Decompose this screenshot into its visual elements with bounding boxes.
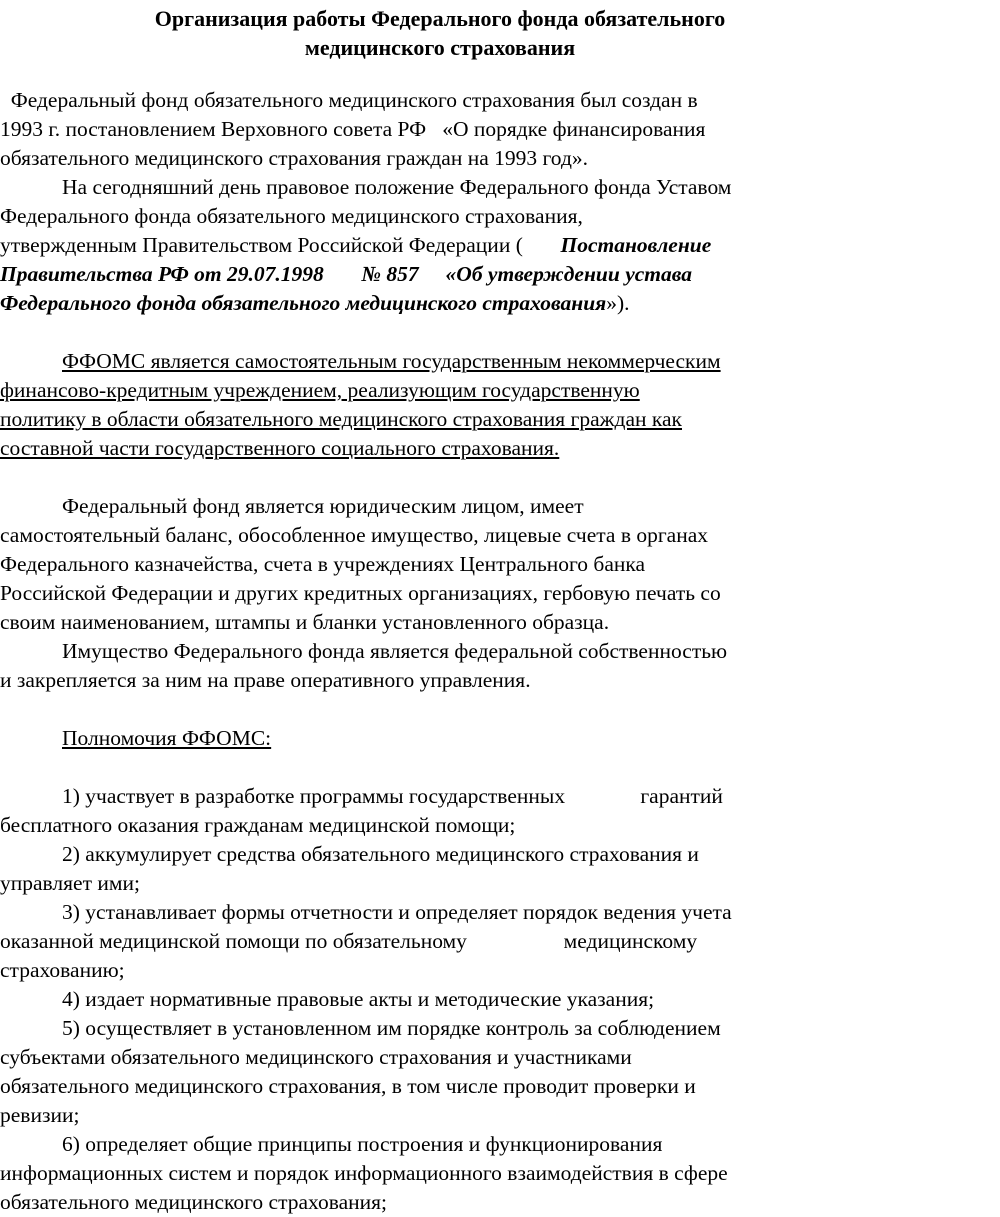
power-item-line: ревизии; <box>0 1103 80 1127</box>
power-item-line: 6) определяет общие принципы построения и функционирования <box>62 1132 663 1156</box>
title-line-2: медицинского страхования <box>304 35 576 60</box>
decree-reference: Постановление <box>560 233 712 257</box>
power-item-line: субъектами обязательного медицинского страхования и участниками <box>0 1045 632 1069</box>
intro-line <box>0 231 1000 260</box>
powers-heading: Полномочия ФФОМС: <box>62 726 272 750</box>
power-item-line: управляет ими; <box>0 871 140 895</box>
intro-line: обязательного медицинского страхования граждан на 1993 год». <box>0 146 589 170</box>
power-item <box>0 1130 1000 1217</box>
power-item <box>0 985 1000 1014</box>
legal-line: Федеральный фонд является юридическим лицом, имеет <box>62 494 584 518</box>
legal-line: самостоятельный баланс, обособленное имущество, лицевые счета в органах <box>0 523 709 547</box>
power-item-line: бесплатного оказания гражданам медицинской помощи; <box>0 813 516 837</box>
intro-paragraph <box>0 86 1000 318</box>
intro-line: Федерального фонда обязательного медицинского страхования, <box>0 204 583 228</box>
intro-line: Федеральный фонд обязательного медицинского страхования был создан в <box>0 88 698 112</box>
decree-reference: Правительства РФ от 29.07.1998 № 857 «Об утверждении устава <box>0 262 692 286</box>
power-item-line: информационных систем и порядок информационного взаимодействия в сфере <box>0 1161 728 1185</box>
status-line: финансово-кредитным учреждением, реализующим государственную <box>0 378 640 402</box>
power-item-line: обязательного медицинского страхования, в том числе проводит проверки и <box>0 1074 696 1098</box>
power-item-line: обязательного медицинского страхования; <box>0 1190 387 1214</box>
intro-line: На сегодняшний день правовое положение Федерального фонда Уставом <box>62 175 732 199</box>
power-item-line: страхованию; <box>0 958 125 982</box>
power-item-line: 4) издает нормативные правовые акты и методические указания; <box>62 987 655 1011</box>
status-line: ФФОМС является самостоятельным государственным некоммерческим <box>62 349 721 373</box>
paragraph-gap <box>0 463 1000 492</box>
document-body <box>0 86 1000 1217</box>
decree-reference: Федерального фонда обязательного медицинского страхования <box>0 291 607 315</box>
powers-heading-row <box>0 724 1000 753</box>
intro-text: »). <box>606 291 630 315</box>
powers-list <box>0 782 1000 1217</box>
power-item-line: 2) аккумулирует средства обязательного медицинского страхования и <box>62 842 699 866</box>
power-item <box>0 782 1000 840</box>
legal-line: своим наименованием, штампы и бланки установленного образца. <box>0 610 610 634</box>
power-item <box>0 1014 1000 1130</box>
legal-line: Федерального казначейства, счета в учреждениях Центрального банка <box>0 552 646 576</box>
intro-line: 1993 г. постановлением Верховного совета РФ «О порядке финансирования <box>0 117 706 141</box>
power-item-line: 1) участвует в разработке программы государственных гарантий <box>62 784 723 808</box>
paragraph-gap <box>0 318 1000 347</box>
status-paragraph <box>0 347 1000 463</box>
intro-line <box>0 289 1000 318</box>
status-line: составной части государственного социального страхования. <box>0 436 560 460</box>
document-title <box>0 4 880 62</box>
power-item-line: 3) устанавливает формы отчетности и определяет порядок ведения учета <box>62 900 732 924</box>
paragraph-gap <box>0 695 1000 724</box>
legal-line: Имущество Федерального фонда является федеральной собственностью <box>62 639 728 663</box>
power-item <box>0 898 1000 985</box>
intro-text: утвержденным Правительством Российской Федерации ( <box>0 233 561 257</box>
status-line: политику в области обязательного медицинского страхования граждан как <box>0 407 682 431</box>
legal-line: Российской Федерации и других кредитных организациях, гербовую печать со <box>0 581 721 605</box>
power-item-line: 5) осуществляет в установленном им порядке контроль за соблюдением <box>62 1016 721 1040</box>
paragraph-gap <box>0 753 1000 782</box>
power-item <box>0 840 1000 898</box>
legal-paragraph <box>0 492 1000 695</box>
legal-line: и закрепляется за ним на праве оперативного управления. <box>0 668 531 692</box>
title-line-1: Организация работы Федерального фонда обязательного <box>154 6 726 31</box>
power-item-line: оказанной медицинской помощи по обязательному медицинскому <box>0 929 698 953</box>
